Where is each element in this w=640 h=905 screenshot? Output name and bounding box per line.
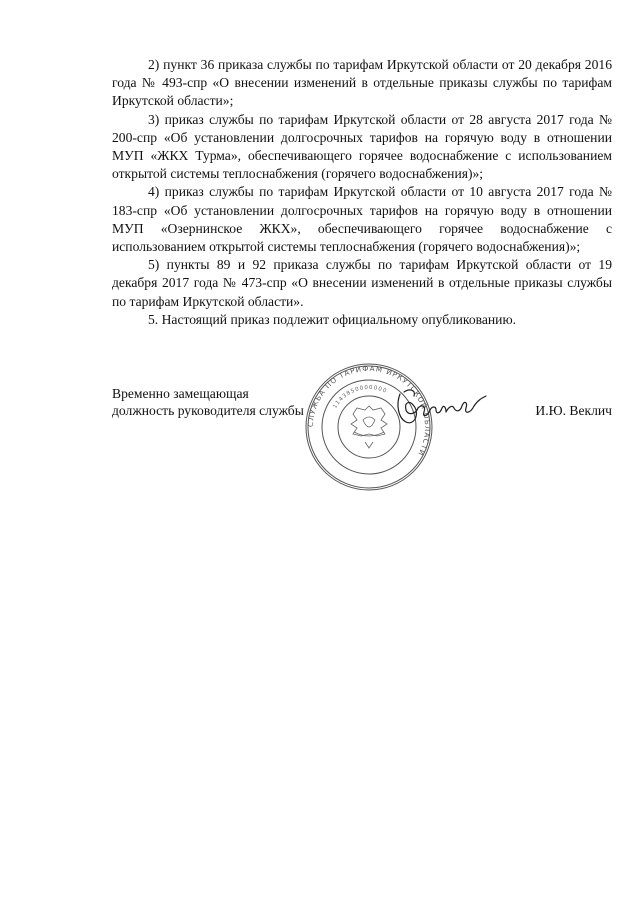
signer-position bbox=[112, 385, 304, 419]
handwritten-signature bbox=[394, 384, 490, 428]
paragraph-item-3: 3) приказ службы по тарифам Иркутской области от 28 августа 2017 года № 200-спр «Об установлении долгосрочных тарифов на горячую воду в отношении МУП «ЖКХ Турма», обеспечивающего горячее водоснабжение с использованием открытой системы теплоснабжения (горячего водоснабжения)»; bbox=[112, 111, 612, 182]
signer-position-line1: Временно замещающая bbox=[112, 386, 249, 401]
signer-name: И.Ю. Веклич bbox=[535, 403, 612, 418]
paragraph-item-4: 4) приказ службы по тарифам Иркутской области от 10 августа 2017 года № 183-спр «Об установлении долгосрочных тарифов на горячую воду в отношении МУП «Озернинское ЖКХ», обеспечивающего горячее водоснабжение с использованием открытой системы теплоснабжения (горячего водоснабжения)»; bbox=[112, 184, 612, 255]
paragraph-item-5: 5) пункты 89 и 92 приказа службы по тарифам Иркутской области от 19 декабря 2017 года № 473-спр «О внесении изменений в отдельные приказы службы по тарифам Иркутской области». bbox=[112, 257, 612, 309]
svg-text:СЛУЖБА ПО ТАРИФАМ ИРКУТСКОЙ ОБ: СЛУЖБА ПО ТАРИФАМ ИРКУТСКОЙ ОБЛАСТИ bbox=[305, 363, 433, 458]
paragraph-item-2: 2) пункт 36 приказа службы по тарифам Иркутской области от 20 декабря 2016 года № 493-спр «О внесении изменений в отдельные приказы службы по тарифам Иркутской области»; bbox=[112, 57, 612, 109]
signer-position-line2: должность руководителя службы bbox=[112, 403, 304, 418]
document-body bbox=[112, 56, 612, 329]
svg-text:1143850000000: 1143850000000 bbox=[332, 384, 388, 410]
paragraph-publication: 5. Настоящий приказ подлежит официальному опубликованию. bbox=[148, 311, 516, 327]
